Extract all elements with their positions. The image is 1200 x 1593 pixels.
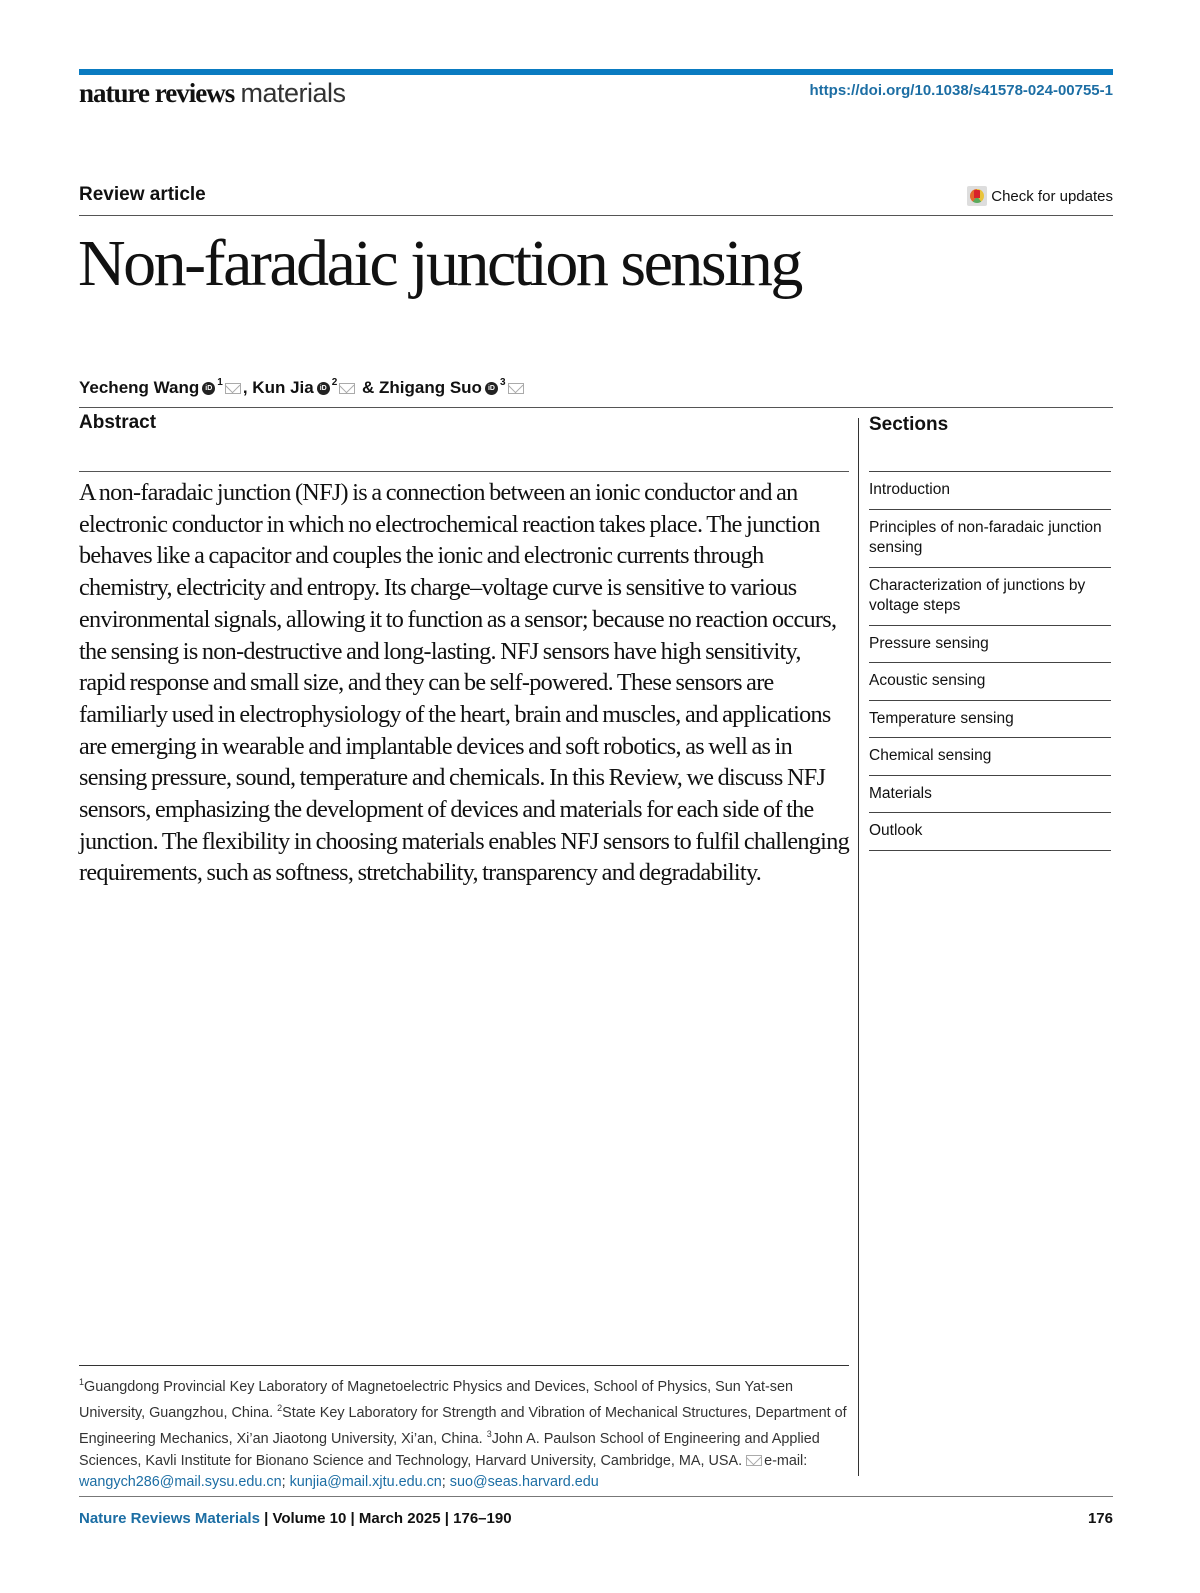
crossmark-icon <box>967 186 987 206</box>
divider <box>79 407 1113 408</box>
email-icon[interactable] <box>508 383 524 394</box>
doi-link[interactable]: https://doi.org/10.1038/s41578-024-00755-1 <box>809 82 1113 99</box>
email-icon <box>746 1455 762 1466</box>
section-link-materials[interactable]: Materials <box>869 776 1111 814</box>
journal-name-light: materials <box>240 78 346 108</box>
section-link-acoustic[interactable]: Acoustic sensing <box>869 663 1111 701</box>
orcid-icon[interactable]: iD <box>317 382 330 395</box>
author-separator: , <box>242 378 253 397</box>
affiliation-ref: 3 <box>499 376 506 388</box>
affiliation-number: 2 <box>277 1403 283 1414</box>
email-link[interactable]: suo@seas.harvard.edu <box>449 1474 599 1491</box>
abstract-text: A non-faradaic junction (NFJ) is a connection between an ionic conductor and an electronic conductor in which no electrochemical reaction takes place. The junction behaves like a capacitor and couples the ionic and electronic currents through chemistry, electricity and entropy. Its charge–voltage curve is sensitive to various environmental signals, allowing it to function as a sensor; because no reaction occurs, the sensing is non-destructive and long-lasting. NFJ sensors have high sensitivity, rapid response and small size, and they can be self-powered. These sensors are familiarly used in electrophysiology of the heart, brain and muscles, and applications are emerging in wearable and implantable devices and soft robotics, as well as in sensing pressure, sound, temperature and chemicals. In this Review, we discuss NFJ sensors, emphasizing the development of devices and materials for each side of the junction. The flexibility in choosing materials enables NFJ sensors to fulfil challenging requirements, such as softness, stretchability, transparency and degradability. <box>79 479 849 887</box>
section-link-characterization[interactable]: Characterization of junctions by voltage steps <box>869 568 1111 626</box>
footer-details: | Volume 10 | March 2025 | 176–190 <box>259 1510 512 1527</box>
author-separator: & <box>357 378 379 397</box>
section-link-pressure[interactable]: Pressure sensing <box>869 626 1111 664</box>
email-separator: ; <box>281 1474 290 1491</box>
section-link-introduction[interactable]: Introduction <box>869 472 1111 510</box>
email-icon[interactable] <box>339 383 355 394</box>
abstract-heading: Abstract <box>79 412 157 433</box>
email-icon[interactable] <box>225 383 241 394</box>
section-link-outlook[interactable]: Outlook <box>869 813 1111 851</box>
orcid-icon[interactable]: iD <box>202 382 215 395</box>
journal-accent-bar <box>79 69 1113 75</box>
column-divider <box>858 418 859 1476</box>
sections-heading: Sections <box>869 414 949 435</box>
journal-name-bold: nature reviews <box>79 78 235 108</box>
affiliation-ref: 1 <box>217 376 223 388</box>
divider <box>79 1365 849 1366</box>
footer-citation <box>79 1510 512 1527</box>
journal-logo <box>79 78 346 109</box>
email-label: e-mail: <box>764 1452 808 1469</box>
author-list <box>79 378 526 398</box>
footer-journal-link[interactable]: Nature Reviews Materials <box>79 1510 260 1527</box>
article-type: Review article <box>79 184 206 205</box>
affiliation-1: Guangdong Provincial Key Laboratory of Magnetoelectric Physics and Devices, School of Physics, Sun Yat-sen University, Guangzhou, China. <box>79 1378 793 1421</box>
author-name[interactable]: Yecheng Wang <box>79 378 200 397</box>
section-link-principles[interactable]: Principles of non-faradaic junction sensing <box>869 510 1111 568</box>
affiliation-3: John A. Paulson School of Engineering and Applied Sciences, Kavli Institute for Bionano Science and Technology, Harvard University, Cambridge, MA, USA. <box>79 1431 820 1469</box>
section-link-chemical[interactable]: Chemical sensing <box>869 738 1111 776</box>
email-link[interactable]: wangych286@mail.sysu.edu.cn <box>79 1474 282 1491</box>
email-link[interactable]: kunjia@mail.xjtu.edu.cn <box>289 1474 442 1491</box>
affiliation-number: 1 <box>79 1377 85 1387</box>
divider <box>79 215 1113 216</box>
affiliation-2: State Key Laboratory for Strength and Vibration of Mechanical Structures, Department of Engineering Mechanics, Xi’an Jiaotong University, Xi’an, China. <box>79 1405 847 1448</box>
sections-nav <box>869 471 1111 851</box>
page-number: 176 <box>1087 1510 1113 1527</box>
check-updates-label: Check for updates <box>991 187 1113 205</box>
orcid-icon[interactable]: iD <box>485 382 498 395</box>
author-name[interactable]: Kun Jia <box>252 378 314 397</box>
check-for-updates-button[interactable] <box>967 186 1113 206</box>
article-title: Non-faradaic junction sensing <box>78 227 801 300</box>
section-link-temperature[interactable]: Temperature sensing <box>869 701 1111 739</box>
divider <box>79 471 849 472</box>
author-name[interactable]: Zhigang Suo <box>379 378 482 397</box>
affiliations-footnote <box>79 1372 854 1493</box>
affiliation-ref: 2 <box>331 376 338 388</box>
affiliation-number: 3 <box>486 1429 492 1440</box>
divider <box>79 1496 1113 1497</box>
email-separator: ; <box>441 1474 450 1491</box>
